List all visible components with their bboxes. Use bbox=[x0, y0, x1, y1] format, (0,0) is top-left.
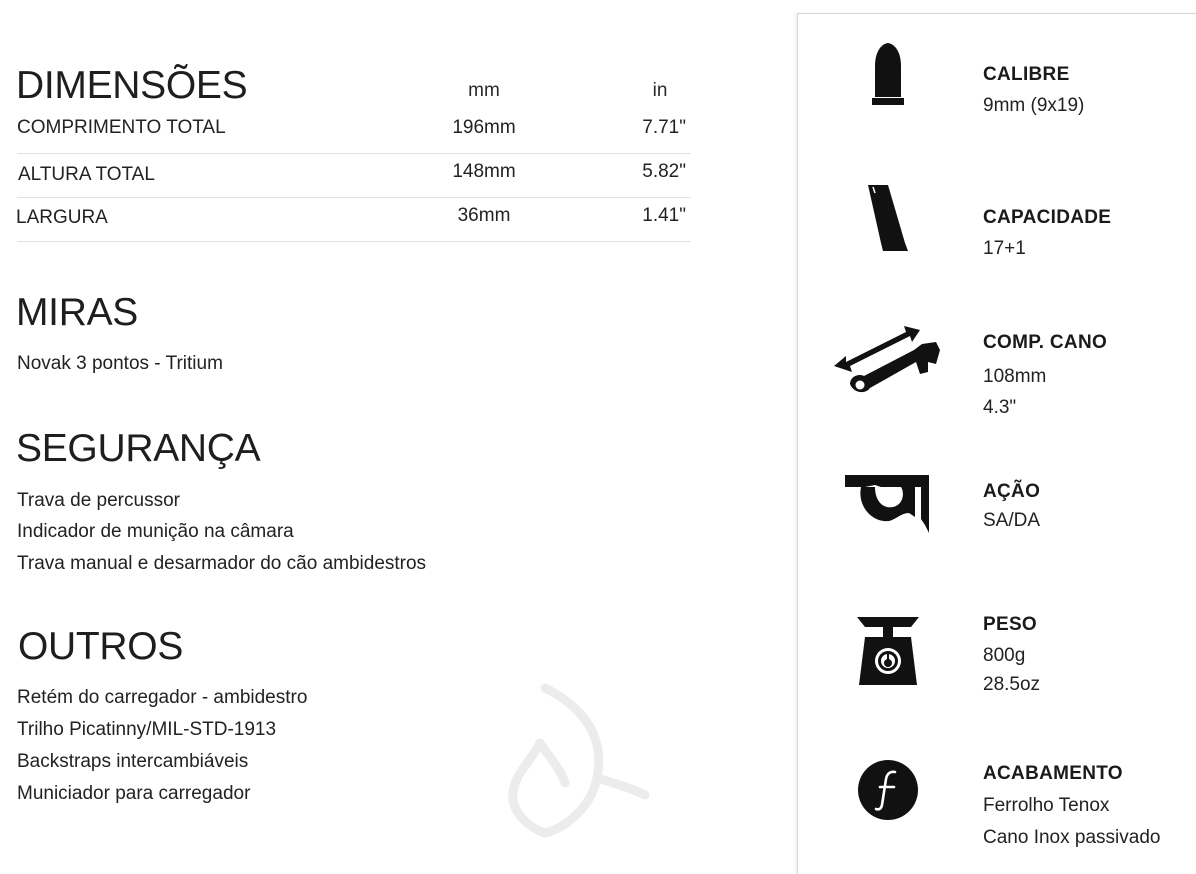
safety-item: Indicador de munição na câmara bbox=[17, 521, 294, 542]
bull-watermark-icon bbox=[505, 683, 655, 838]
dimension-in-value: 5.82" bbox=[642, 161, 686, 182]
column-header-in: in bbox=[652, 80, 668, 101]
spec-value: Ferrolho Tenox bbox=[983, 795, 1110, 816]
dimension-label: LARGURA bbox=[16, 207, 108, 228]
column-header-mm: mm bbox=[468, 80, 500, 101]
dimension-label: ALTURA TOTAL bbox=[18, 164, 155, 185]
specs-panel bbox=[797, 13, 1196, 874]
sights-item: Novak 3 pontos - Tritium bbox=[17, 353, 223, 374]
weight-scale-icon bbox=[855, 615, 921, 689]
others-item: Backstraps intercambiáveis bbox=[17, 751, 249, 772]
dimension-row bbox=[17, 153, 691, 198]
spec-value: Cano Inox passivado bbox=[983, 827, 1161, 848]
others-title: OUTROS bbox=[18, 625, 184, 668]
spec-label-action: AÇÃO bbox=[983, 481, 1041, 502]
spec-value: 9mm (9x19) bbox=[983, 95, 1085, 116]
spec-value: 108mm bbox=[983, 366, 1047, 387]
dimension-in-value: 7.71" bbox=[642, 117, 686, 138]
others-item: Retém do carregador - ambidestro bbox=[17, 687, 308, 708]
dimensions-title: DIMENSÕES bbox=[16, 64, 248, 107]
dimension-mm-value: 196mm bbox=[452, 117, 516, 138]
spec-value: 28.5oz bbox=[983, 674, 1041, 695]
spec-value: 800g bbox=[983, 645, 1026, 666]
safety-title: SEGURANÇA bbox=[16, 427, 261, 470]
dimension-in-value: 1.41" bbox=[642, 205, 686, 226]
barrel-length-icon bbox=[832, 322, 944, 398]
spec-label-weight: PESO bbox=[983, 614, 1037, 635]
spec-label-finish: ACABAMENTO bbox=[983, 763, 1123, 784]
finish-icon bbox=[857, 759, 919, 821]
spec-value: SA/DA bbox=[983, 510, 1041, 531]
bullet-icon bbox=[870, 42, 906, 108]
spec-label-caliber: CALIBRE bbox=[983, 64, 1070, 85]
dimension-row bbox=[17, 109, 691, 154]
dimension-label: COMPRIMENTO TOTAL bbox=[17, 117, 226, 138]
others-item: Municiador para carregador bbox=[17, 783, 251, 804]
dimension-row bbox=[17, 197, 691, 242]
trigger-action-icon bbox=[845, 473, 931, 535]
dimension-mm-value: 148mm bbox=[452, 161, 516, 182]
dimension-mm-value: 36mm bbox=[457, 205, 511, 226]
safety-item: Trava manual e desarmador do cão ambidestros bbox=[17, 553, 427, 574]
spec-label-capacity: CAPACIDADE bbox=[983, 207, 1112, 228]
safety-item: Trava de percussor bbox=[17, 490, 180, 511]
others-item: Trilho Picatinny/MIL-STD-1913 bbox=[17, 719, 277, 740]
magazine-icon bbox=[863, 183, 913, 253]
sights-title: MIRAS bbox=[16, 291, 139, 334]
spec-value: 4.3" bbox=[983, 397, 1017, 418]
spec-value: 17+1 bbox=[983, 238, 1026, 259]
spec-label-barrel-length: COMP. CANO bbox=[983, 332, 1108, 353]
